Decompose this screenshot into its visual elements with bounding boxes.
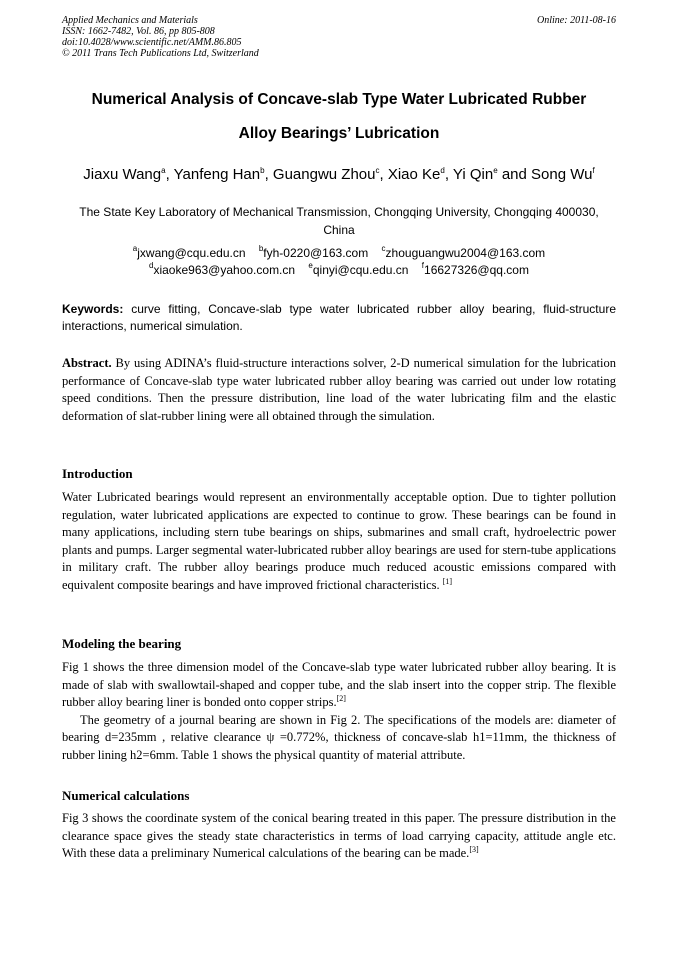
citation-ref[interactable]: [1]: [442, 576, 453, 586]
keywords-label: Keywords:: [62, 302, 124, 316]
email-mark: c: [381, 244, 386, 253]
email-mark: b: [258, 244, 264, 253]
modeling-paragraph-1: [62, 659, 616, 712]
email-address[interactable]: xiaoke963@yahoo.com.cn: [153, 263, 296, 277]
section-heading-introduction: Introduction: [62, 466, 133, 481]
online-date: Online: 2011-08-16: [537, 15, 616, 26]
author-affil-mark: b: [260, 166, 265, 175]
issn-line: ISSN: 1662-7482, Vol. 86, pp 805-808: [62, 26, 215, 37]
email-address[interactable]: zhouguangwu2004@163.com: [385, 246, 546, 260]
introduction-paragraph: [62, 489, 616, 594]
numerical-text: Fig 3 shows the coordinate system of the conical bearing treated in this paper. The pressure distribution in the clearance space gives the steady state characteristics in terms of load carrying capacity, attitude angle etc. With these data a preliminary Numerical calculations of the bearing can be made.: [62, 811, 616, 860]
paper-title-line-1: Numerical Analysis of Concave-slab Type Water Lubricated Rubber: [91, 91, 587, 108]
numerical-paragraph: [62, 810, 616, 863]
affiliation: The State Key Laboratory of Mechanical Transmission, Chongqing University, Chongqing 400030, China: [79, 205, 599, 237]
author-separator: ,: [379, 166, 388, 183]
citation-ref[interactable]: [3]: [469, 845, 479, 854]
email-address[interactable]: 16627326@qq.com: [424, 263, 529, 277]
section-heading-numerical: Numerical calculations: [62, 788, 190, 803]
email-line-2: [62, 263, 616, 277]
email-mark: d: [149, 261, 154, 270]
copyright-line: © 2011 Trans Tech Publications Ltd, Switzerland: [62, 48, 259, 59]
abstract-paragraph: [62, 355, 616, 425]
modeling-paragraph-2: The geometry of a journal bearing are shown in Fig 2. The specifications of the models are: diameter of bearing d=235mm , relative clearance ψ =0.772%, thickness of concave-slab h1=11mm, the thickness of rubber lining h2=6mm. Table 1 shows the physical quantity of material attribute.: [62, 712, 616, 762]
modeling-text-1: Fig 1 shows the three dimension model of the Concave-slab type water lubricated rubber alloy bearing. It is made of slab with swallowtail-shaped and copper tube, and the slab insert into the copper strip. The flexible rubber alloy bearing liner is bonded onto copper strips.: [62, 660, 616, 709]
author-affil-mark: e: [493, 166, 498, 175]
keywords-text: curve fitting, Concave-slab type water lubricated rubber alloy bearing, fluid-structure interactions, numerical simulation.: [62, 302, 616, 333]
journal-header: [62, 15, 616, 59]
author-affil-mark: c: [375, 166, 380, 175]
abstract-label: Abstract.: [62, 356, 112, 370]
email-address[interactable]: qinyi@cqu.edu.cn: [312, 263, 409, 277]
paper-title-line-2: Alloy Bearings’ Lubrication: [238, 125, 440, 142]
author-separator: ,: [264, 166, 273, 183]
abstract-text: By using ADINA’s fluid-structure interactions solver, 2-D numerical simulation for the lubrication performance of Concave-slab type water lubricated rubber alloy bearing was carried out under low rotating speed conditions. Then the pressure distribution, line load of the water lubricating film and the elastic deformation of slat-rubber lining were all obtained through the simulation.: [62, 356, 616, 423]
author-affil-mark: f: [592, 166, 595, 175]
author-separator: ,: [444, 166, 453, 183]
doi-line: doi:10.4028/www.scientific.net/AMM.86.805: [62, 37, 242, 48]
keywords-paragraph: [62, 301, 616, 335]
author-affil-mark: d: [440, 166, 445, 175]
modeling-section-body: [62, 659, 616, 764]
author-name: Guangwu Zhou: [272, 166, 376, 183]
email-address[interactable]: fyh-0220@163.com: [263, 246, 369, 260]
author-name: Jiaxu Wang: [83, 166, 162, 183]
author-name: Yanfeng Han: [173, 166, 261, 183]
email-mark: f: [421, 261, 425, 270]
author-name: Yi Qin: [452, 166, 494, 183]
author-affil-mark: a: [161, 166, 166, 175]
email-mark: e: [308, 261, 313, 270]
author-name: Song Wu: [531, 166, 593, 183]
citation-ref[interactable]: [2]: [336, 694, 346, 703]
email-line-1: [62, 246, 616, 260]
author-list: [20, 166, 658, 183]
section-heading-modeling: Modeling the bearing: [62, 636, 182, 651]
introduction-text: Water Lubricated bearings would represent an environmentally acceptable option. Due to tighter pollution regulation, water lubricated applications are expected to continue to grow. These bearings can be found in many applications, including stern tube bearings on ships, submarines and small craft, hydroelectric power plants and pumps. Larger segmental water-lubricated rubber alloy bearings are used for stern-tube applications in military craft. The rubber alloy bearings produce much reduced acoustic emissions compared with equivalent composite bearings and have improved frictional characteristics.: [62, 490, 616, 592]
author-name: Xiao Ke: [387, 166, 441, 183]
journal-name: Applied Mechanics and Materials: [62, 15, 198, 26]
email-address[interactable]: jxwang@cqu.edu.cn: [137, 246, 246, 260]
author-separator: ,: [165, 166, 174, 183]
author-separator: and: [497, 166, 532, 183]
email-mark: a: [132, 244, 138, 253]
